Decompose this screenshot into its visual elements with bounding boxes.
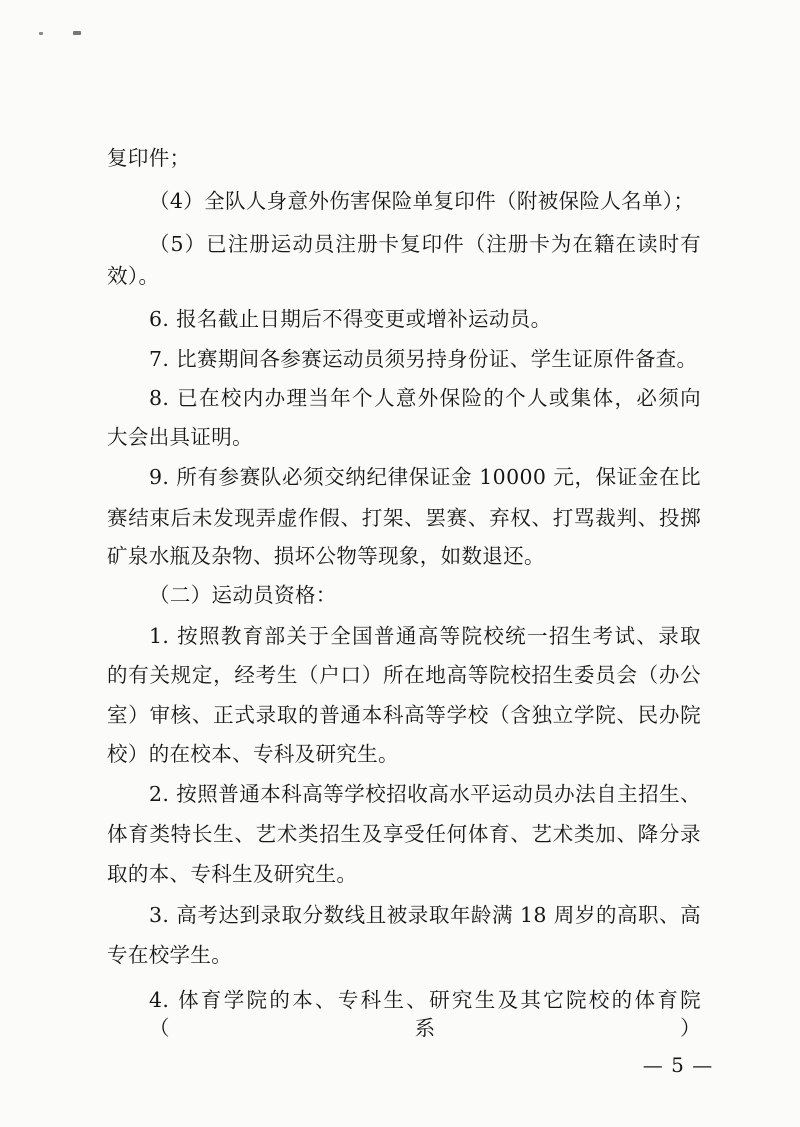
text-line: 3. 高考达到录取分数线且被录取年龄满 18 周岁的高职、高 — [149, 903, 701, 927]
text-line: 室）审核、正式录取的普通本科高等学校（含独立学院、民办院 — [107, 703, 701, 727]
text-line: 校）的在校本、专科及研究生。 — [107, 742, 399, 766]
text-line: 取的本、专科生及研究生。 — [107, 862, 358, 886]
text-line: 效）。 — [107, 264, 160, 288]
text-line: 专在校学生。 — [107, 943, 233, 967]
text-line: 2. 按照普通本科高等学校招收高水平运动员办法自主招生、 — [149, 782, 701, 806]
text-line: 6. 报名截止日期后不得变更或增补运动员。 — [149, 307, 552, 331]
text-line: 赛结束后未发现弄虚作假、打架、罢赛、弃权、打骂裁判、投掷 — [107, 506, 701, 530]
text-line: （4）全队人身意外伤害保险单复印件（附被保险人名单）； — [149, 189, 695, 213]
page-number: — 5 — — [642, 1053, 714, 1077]
text-line: （二）运动员资格： — [149, 583, 337, 607]
text-line: 大会出具证明。 — [107, 425, 253, 449]
text-line: 4. 体育学院的本、专科生、研究生及其它院校的体育院（系） — [149, 988, 701, 1040]
scan-artifact — [73, 31, 81, 35]
text-line: 8. 已在校内办理当年个人意外保险的个人或集体，必须向 — [149, 386, 701, 410]
text-line: 9. 所有参赛队必须交纳纪律保证金 10000 元，保证金在比 — [149, 465, 701, 489]
scan-artifact — [39, 32, 43, 35]
text-line: 1. 按照教育部关于全国普通高等院校统一招生考试、录取 — [149, 624, 701, 648]
text-line: 的有关规定，经考生（户口）所在地高等院校招生委员会（办公 — [107, 663, 701, 687]
text-line: 复印件； — [107, 146, 191, 170]
text-line: 矿泉水瓶及杂物、损坏公物等现象，如数退还。 — [107, 544, 545, 568]
text-line: 7. 比赛期间各参赛运动员须另持身份证、学生证原件备查。 — [149, 347, 698, 371]
text-line: （5）已注册运动员注册卡复印件（注册卡为在籍在读时有 — [149, 232, 701, 256]
text-line: 体育类特长生、艺术类招生及享受任何体育、艺术类加、降分录 — [107, 822, 701, 846]
